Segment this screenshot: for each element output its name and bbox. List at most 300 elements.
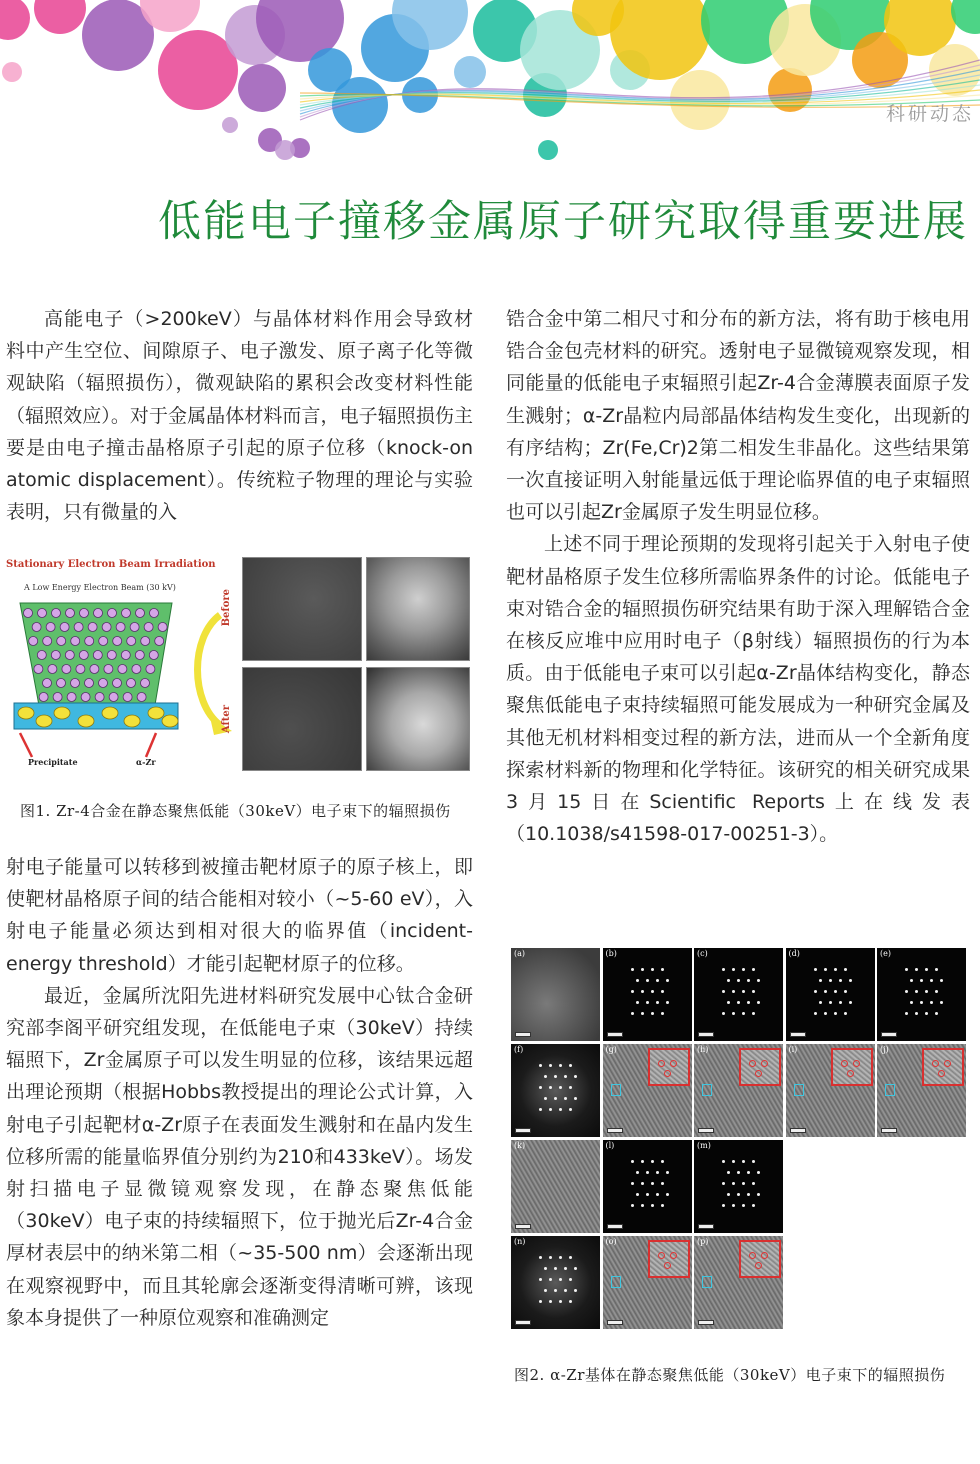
atom-circle-marker <box>938 1070 945 1077</box>
micrograph-panel <box>511 1140 600 1233</box>
diffraction-spot <box>935 968 938 971</box>
diffraction-spot <box>722 1182 725 1185</box>
diffraction-spot <box>727 1001 730 1004</box>
diffraction-spot <box>651 968 654 971</box>
diffraction-spot <box>905 1012 908 1015</box>
atom-circle-marker <box>664 1262 671 1269</box>
diffraction-spot <box>829 1001 832 1004</box>
atom-circle-marker <box>853 1060 860 1067</box>
diffraction-spot <box>666 979 669 982</box>
magnified-inset <box>922 1048 964 1086</box>
electron-glyph <box>99 637 108 646</box>
diffraction-spot <box>646 1001 649 1004</box>
diffraction-spot <box>732 1012 735 1015</box>
diffraction-spot <box>824 968 827 971</box>
diffraction-spot <box>641 1012 644 1015</box>
electron-glyph <box>43 679 52 688</box>
region-marker <box>702 1276 712 1288</box>
diffraction-spot <box>727 1193 730 1196</box>
electron-glyph <box>46 623 55 632</box>
atom-circle-marker <box>932 1060 939 1067</box>
electron-glyph <box>155 637 164 646</box>
bubble-decoration <box>0 0 30 40</box>
magnified-inset <box>648 1240 690 1278</box>
micrograph-panel <box>694 1140 783 1233</box>
panel-label: (k) <box>514 1141 526 1150</box>
diffraction-spot <box>834 990 837 993</box>
curved-arrow <box>190 607 240 737</box>
precipitate-glyph <box>162 715 178 727</box>
diffraction-spot <box>554 1267 557 1270</box>
diffraction-spot <box>651 990 654 993</box>
electron-glyph <box>60 623 69 632</box>
diffraction-spot <box>559 1300 562 1303</box>
atom-circle-marker <box>749 1252 756 1259</box>
diffraction-spot <box>727 979 730 982</box>
diffraction-spot <box>631 1012 634 1015</box>
scale-bar <box>698 1224 714 1229</box>
atom-circle-marker <box>658 1252 665 1259</box>
electron-glyph <box>158 623 167 632</box>
diffraction-spot <box>844 968 847 971</box>
electron-glyph <box>79 651 88 660</box>
diffraction-spot <box>920 1001 923 1004</box>
diffraction-spot <box>564 1267 567 1270</box>
magnified-inset <box>739 1240 781 1278</box>
region-marker <box>611 1276 621 1288</box>
diffraction-spot <box>737 1001 740 1004</box>
diffraction-spot <box>631 968 634 971</box>
electron-glyph <box>149 651 158 660</box>
diffraction-spot <box>732 1204 735 1207</box>
region-marker <box>885 1084 895 1096</box>
scale-bar <box>607 1032 623 1037</box>
diffraction-spot <box>539 1064 542 1067</box>
panel-label: (a) <box>514 949 526 958</box>
diffraction-spot <box>925 1012 928 1015</box>
precipitate-glyph <box>78 715 94 727</box>
diffraction-spot <box>915 968 918 971</box>
sem-after <box>242 667 362 771</box>
atom-circle-marker <box>755 1262 762 1269</box>
label-precipitate: Precipitate <box>28 757 78 767</box>
bubble-decoration <box>951 0 980 34</box>
diffraction-spot <box>544 1289 547 1292</box>
electron-glyph <box>85 637 94 646</box>
panel-label: (d) <box>788 949 800 958</box>
diffraction-spot <box>839 979 842 982</box>
diffraction-spot <box>544 1267 547 1270</box>
diffraction-spot <box>757 979 760 982</box>
micrograph-panel <box>877 1044 966 1137</box>
electron-glyph <box>74 623 83 632</box>
region-marker <box>794 1084 804 1096</box>
electron-glyph <box>24 609 33 618</box>
diffraction-spot <box>651 1204 654 1207</box>
diffraction-spot <box>722 1204 725 1207</box>
panel-label: (j) <box>880 1045 889 1054</box>
electron-glyph <box>116 623 125 632</box>
bubble-decoration <box>222 117 238 133</box>
panel-label: (f) <box>514 1045 524 1054</box>
electron-glyph <box>81 693 90 702</box>
electron-glyph <box>123 693 132 702</box>
panel-label: (c) <box>697 949 708 958</box>
diffraction-spot <box>641 1160 644 1163</box>
diffraction-spot <box>752 1160 755 1163</box>
atom-circle-marker <box>761 1060 768 1067</box>
diffraction-spot <box>539 1278 542 1281</box>
diffraction-spot <box>564 1097 567 1100</box>
diffraction-spot <box>549 1256 552 1259</box>
electron-glyph <box>141 679 150 688</box>
right-column <box>506 303 970 850</box>
electron-glyph <box>85 679 94 688</box>
diffraction-spot <box>656 1171 659 1174</box>
magnified-inset <box>648 1048 690 1086</box>
electron-glyph <box>90 665 99 674</box>
diffraction-spot <box>544 1097 547 1100</box>
diffraction-spot <box>539 1086 542 1089</box>
panel-label: (o) <box>605 1237 617 1246</box>
diffraction-spot <box>559 1108 562 1111</box>
diffraction-spot <box>737 1171 740 1174</box>
paragraph-continued: 射电子能量可以转移到被撞击靶材原子的原子核上，即使靶材晶格原子间的结合能相对较小（~5-60 eV），入射电子能量必须达到相对很大的临界值（incident-energy threshold）才能引起靶材原子的位移。 <box>6 856 473 975</box>
panel-label: (g) <box>605 1045 617 1054</box>
diffraction-spot <box>732 990 735 993</box>
figure-2 <box>511 948 967 1334</box>
electron-glyph <box>130 623 139 632</box>
diffraction-spot <box>569 1256 572 1259</box>
diffraction-spot <box>757 1171 760 1174</box>
figure-1 <box>6 555 473 775</box>
diffraction-spot <box>910 979 913 982</box>
electron-glyph <box>122 609 131 618</box>
diffraction-spot <box>666 1193 669 1196</box>
electron-glyph <box>95 693 104 702</box>
diffraction-spot <box>925 968 928 971</box>
electron-glyph <box>132 665 141 674</box>
diffraction-spot <box>641 1204 644 1207</box>
micrograph-panel <box>603 948 692 1041</box>
tem-before <box>366 557 470 661</box>
diffraction-spot <box>574 1097 577 1100</box>
bubbles-decoration <box>0 0 980 175</box>
precipitate-glyph <box>54 707 70 719</box>
scale-bar <box>881 1032 897 1037</box>
electron-glyph <box>71 679 80 688</box>
scale-bar <box>790 1032 806 1037</box>
diffraction-spot <box>539 1300 542 1303</box>
diffraction-spot <box>757 1001 760 1004</box>
micrograph-panel <box>694 1044 783 1137</box>
electron-glyph <box>144 623 153 632</box>
paragraph-discovery: 最近，金属所沈阳先进材料研究发展中心钛合金研究部李阁平研究组发现，在低能电子束（30keV）持续辐照下，Zr金属原子可以发生明显的位移，该结果远超出理论预期（根据Hobbs教授提出的理论公式计算，入射电子引起靶材α-Zr原子在表面发生溅射和在晶内发生位移所需的能量临界值分别约为210和433keV）。场发射扫描电子显微镜观察发现，在静态聚焦低能（30keV）电子束的持续辐照下，位于抛光后Zr-4合金厚材表层中的纳米第二相（~35-500 nm）会逐渐出现在观察视野中，而且其轮廓会逐渐变得清晰可辨，该现象本身提供了一种原位观察和准确测定 <box>6 984 473 1329</box>
micrograph-panel <box>786 948 875 1041</box>
atom-circle-marker <box>749 1060 756 1067</box>
diffraction-spot <box>569 1064 572 1067</box>
diffraction-spot <box>646 979 649 982</box>
atom-circle-marker <box>670 1252 677 1259</box>
scale-bar <box>698 1032 714 1037</box>
diffraction-spot <box>940 1001 943 1004</box>
scale-bar <box>790 1128 806 1133</box>
electron-glyph <box>80 609 89 618</box>
diffraction-spot <box>824 1012 827 1015</box>
diffraction-spot <box>569 1086 572 1089</box>
diffraction-spot <box>752 1204 755 1207</box>
diffraction-spot <box>539 1256 542 1259</box>
diffraction-spot <box>539 1108 542 1111</box>
diffraction-spot <box>935 990 938 993</box>
article-title: 低能电子撞移金属原子研究取得重要进展 <box>158 197 968 247</box>
label-after: After <box>221 705 232 734</box>
atom-circle-marker <box>658 1060 665 1067</box>
diffraction-spot <box>544 1075 547 1078</box>
diffraction-spot <box>569 1108 572 1111</box>
figure-1-subtitle: A Low Energy Electron Beam (30 kV) <box>24 583 176 592</box>
diffraction-spot <box>559 1086 562 1089</box>
diffraction-spot <box>651 1012 654 1015</box>
diffraction-spot <box>925 990 928 993</box>
precipitate-glyph <box>148 707 164 719</box>
diffraction-spot <box>814 990 817 993</box>
diffraction-spot <box>722 1012 725 1015</box>
electron-glyph <box>94 609 103 618</box>
electron-glyph <box>118 665 127 674</box>
electron-glyph <box>108 609 117 618</box>
diffraction-spot <box>814 968 817 971</box>
region-marker <box>702 1084 712 1096</box>
electron-glyph <box>93 651 102 660</box>
panel-label: (b) <box>605 949 617 958</box>
electron-glyph <box>51 651 60 660</box>
micrograph-panel <box>603 1140 692 1233</box>
panel-label: (e) <box>880 949 891 958</box>
diffraction-spot <box>747 1171 750 1174</box>
scale-bar <box>607 1128 623 1133</box>
diffraction-spot <box>631 1204 634 1207</box>
diffraction-spot <box>641 990 644 993</box>
magnified-inset <box>739 1048 781 1086</box>
electron-glyph <box>71 637 80 646</box>
sem-before <box>242 557 362 661</box>
diffraction-spot <box>656 1193 659 1196</box>
electron-glyph <box>88 623 97 632</box>
diffraction-spot <box>722 968 725 971</box>
scale-bar <box>515 1032 531 1037</box>
electron-glyph <box>76 665 85 674</box>
electron-glyph <box>104 665 113 674</box>
micrograph-panel <box>511 948 600 1041</box>
diffraction-spot <box>752 990 755 993</box>
diffraction-spot <box>930 979 933 982</box>
diffraction-spot <box>636 1171 639 1174</box>
diffraction-spot <box>559 1278 562 1281</box>
diffraction-spot <box>661 1182 664 1185</box>
diffraction-spot <box>549 1086 552 1089</box>
precipitate-glyph <box>102 707 118 719</box>
electron-glyph <box>136 609 145 618</box>
diffraction-spot <box>727 1171 730 1174</box>
diffraction-spot <box>666 1001 669 1004</box>
diffraction-spot <box>742 1204 745 1207</box>
scale-bar <box>698 1320 714 1325</box>
diffraction-spot <box>747 1001 750 1004</box>
diffraction-spot <box>819 979 822 982</box>
figure-1-caption: 图1. Zr-4合金在静态聚焦低能（30keV）电子束下的辐照损伤 <box>20 802 451 820</box>
electron-glyph <box>32 623 41 632</box>
panel-label: (h) <box>697 1045 709 1054</box>
left-column-top <box>6 303 473 528</box>
diffraction-spot <box>747 979 750 982</box>
micrograph-panel <box>511 1044 600 1137</box>
precipitate-glyph <box>124 715 140 727</box>
diffraction-spot <box>742 1012 745 1015</box>
atom-circle-marker <box>944 1060 951 1067</box>
electron-glyph <box>62 665 71 674</box>
scale-bar <box>515 1320 531 1325</box>
figure-2-caption: 图2. α-Zr基体在静态聚焦低能（30keV）电子束下的辐照损伤 <box>514 1366 946 1384</box>
electron-glyph <box>113 679 122 688</box>
electron-glyph <box>66 609 75 618</box>
diffraction-spot <box>564 1075 567 1078</box>
diffraction-spot <box>834 968 837 971</box>
micrograph-panel <box>694 1236 783 1329</box>
diffraction-spot <box>554 1097 557 1100</box>
diffraction-spot <box>849 979 852 982</box>
diffraction-spot <box>661 1012 664 1015</box>
diffraction-spot <box>666 1171 669 1174</box>
paragraph-significance: 上述不同于理论预期的发现将引起关于入射电子使靶材晶格原子发生位移所需临界条件的讨论。低能电子束对锆合金的辐照损伤研究结果有助于深入理解锆合金在核反应堆中应用时电子（β射线）辐照损伤的行为本质。由于低能电子束可以引起α-Zr晶体结构变化，静态聚焦低能电子束持续辐照可能发展成为一种研究金属及其他无机材料相变过程的新方法，进而从一个全新角度探索材料新的物理和化学特征。该研究的相关研究成果3月15日在Scientific Reports上在线发表（10.1038/s41598-017-00251-3）。 <box>506 533 970 846</box>
panel-label: (n) <box>514 1237 526 1246</box>
diffraction-spot <box>636 979 639 982</box>
electron-glyph <box>57 637 66 646</box>
bubble-decoration <box>275 140 295 160</box>
diffraction-spot <box>915 1012 918 1015</box>
electron-glyph <box>121 651 130 660</box>
diffraction-spot <box>732 1160 735 1163</box>
atom-circle-marker <box>670 1060 677 1067</box>
diffraction-spot <box>636 1001 639 1004</box>
diffraction-spot <box>742 968 745 971</box>
diffraction-spot <box>757 1193 760 1196</box>
diffraction-spot <box>631 990 634 993</box>
electron-glyph <box>43 637 52 646</box>
paragraph-method: 锆合金中第二相尺寸和分布的新方法，将有助于核电用锆合金包壳材料的研究。透射电子显微镜观察发现，相同能量的低能电子束辐照引起Zr-4合金薄膜表面原子发生溅射；α-Zr晶粒内局部晶体结构发生变化，出现新的有序结构；Zr(Fe,Cr)2第二相发生非晶化。这些结果第一次直接证明入射能量远低于理论临界值的电子束辐照也可以引起Zr金属原子发生明显位移。 <box>506 308 970 524</box>
electron-glyph <box>137 693 146 702</box>
diffraction-spot <box>549 1064 552 1067</box>
bubble-decoration <box>34 0 86 34</box>
diffraction-spot <box>849 1001 852 1004</box>
diffraction-spot <box>732 1182 735 1185</box>
electron-glyph <box>107 651 116 660</box>
micrograph-panel <box>603 1044 692 1137</box>
electron-glyph <box>29 637 38 646</box>
diffraction-spot <box>752 1012 755 1015</box>
diffraction-spot <box>905 968 908 971</box>
diffraction-spot <box>661 1160 664 1163</box>
electron-glyph <box>65 651 74 660</box>
diffraction-spot <box>839 1001 842 1004</box>
diffraction-spot <box>641 968 644 971</box>
diffraction-spot <box>737 1193 740 1196</box>
diffraction-spot <box>554 1289 557 1292</box>
header-banner <box>0 0 980 175</box>
diffraction-spot <box>824 990 827 993</box>
section-label: 科研动态 <box>885 103 974 125</box>
micrograph-panel <box>786 1044 875 1137</box>
diffraction-spot <box>940 979 943 982</box>
diffraction-spot <box>651 1182 654 1185</box>
electron-glyph <box>146 665 155 674</box>
electron-beam-diagram <box>6 589 186 779</box>
diffraction-spot <box>554 1075 557 1078</box>
diffraction-spot <box>661 990 664 993</box>
scale-bar <box>607 1224 623 1229</box>
atom-circle-marker <box>761 1252 768 1259</box>
scale-bar <box>698 1128 714 1133</box>
panel-label: (l) <box>605 1141 615 1150</box>
diffraction-spot <box>935 1012 938 1015</box>
diffraction-spot <box>574 1075 577 1078</box>
electron-glyph <box>99 679 108 688</box>
scale-bar <box>515 1128 531 1133</box>
diffraction-spot <box>742 990 745 993</box>
electron-glyph <box>127 637 136 646</box>
atom-circle-marker <box>664 1070 671 1077</box>
diffraction-spot <box>549 1278 552 1281</box>
region-marker <box>611 1084 621 1096</box>
diffraction-spot <box>646 1193 649 1196</box>
diffraction-spot <box>661 968 664 971</box>
electron-glyph <box>52 609 61 618</box>
diffraction-spot <box>722 990 725 993</box>
diffraction-spot <box>631 1160 634 1163</box>
diffraction-spot <box>742 1160 745 1163</box>
label-before: Before <box>221 589 232 627</box>
electron-glyph <box>141 637 150 646</box>
electron-glyph <box>38 609 47 618</box>
diffraction-spot <box>656 1001 659 1004</box>
magnified-inset <box>831 1048 873 1086</box>
panel-label: (i) <box>788 1045 798 1054</box>
diffraction-spot <box>844 990 847 993</box>
electron-glyph <box>34 665 43 674</box>
diffraction-spot <box>732 968 735 971</box>
diffraction-spot <box>574 1289 577 1292</box>
diffraction-spot <box>636 1193 639 1196</box>
diffraction-spot <box>646 1171 649 1174</box>
diffraction-spot <box>559 1064 562 1067</box>
scale-bar <box>607 1320 623 1325</box>
micrograph-panel <box>877 948 966 1041</box>
diffraction-spot <box>742 1182 745 1185</box>
bubble-decoration <box>238 64 286 112</box>
diffraction-spot <box>549 1108 552 1111</box>
diffraction-spot <box>737 979 740 982</box>
diffraction-spot <box>564 1289 567 1292</box>
precipitate-glyph <box>18 707 34 719</box>
scale-bar <box>881 1128 897 1133</box>
electron-glyph <box>150 609 159 618</box>
diffraction-spot <box>915 990 918 993</box>
electron-glyph <box>48 665 57 674</box>
diffraction-spot <box>819 1001 822 1004</box>
diffraction-spot <box>722 1160 725 1163</box>
diffraction-spot <box>574 1267 577 1270</box>
diffraction-spot <box>920 979 923 982</box>
